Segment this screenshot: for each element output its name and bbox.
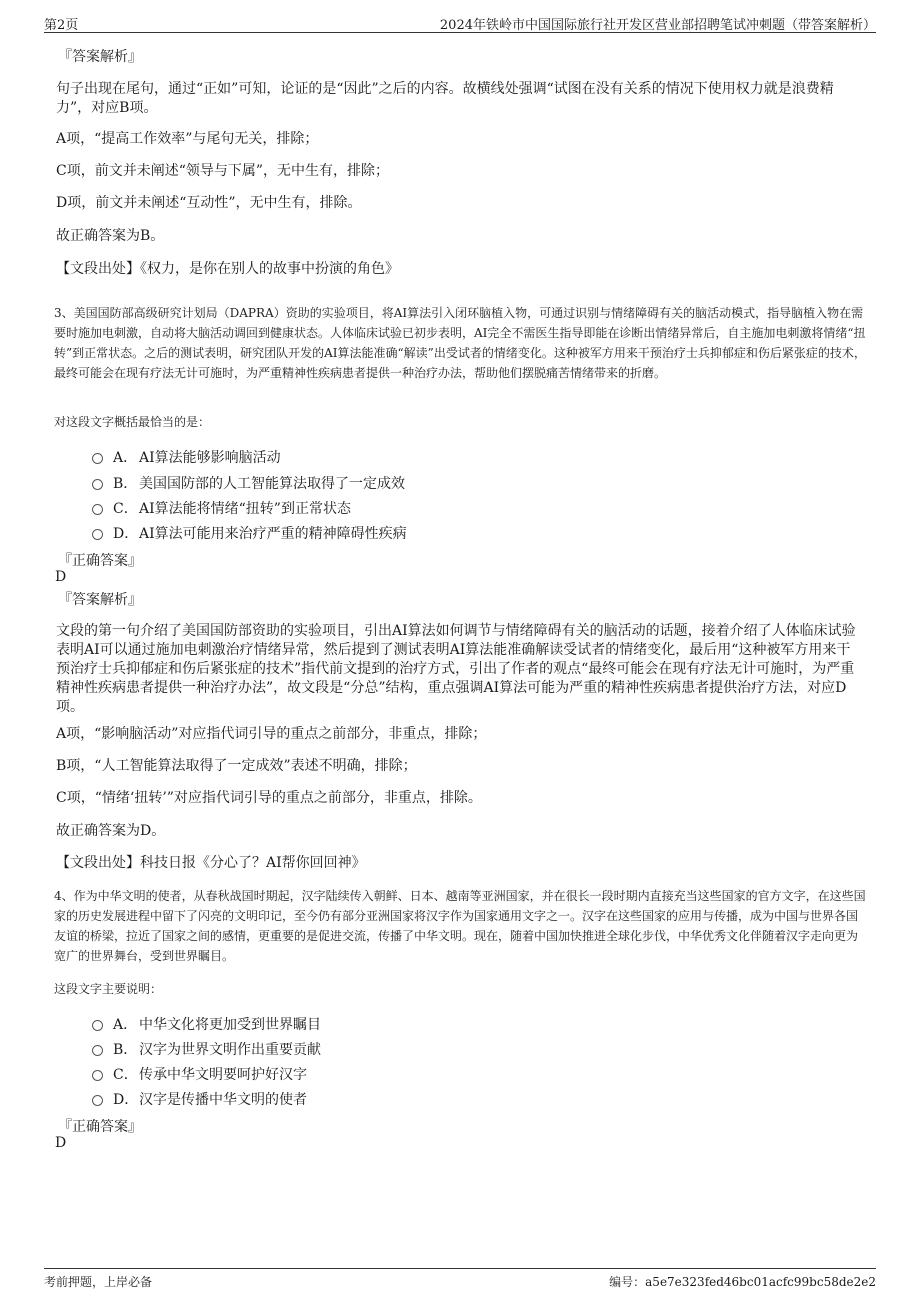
- q3-option-c[interactable]: C．AI算法能将情绪“扭转”到正常状态: [92, 498, 351, 518]
- q3-source: 【文段出处】科技日报《分心了？AI帮你回回神》: [56, 855, 366, 871]
- q2-option-c-note: C项，前文并未阐述“领导与下属”，无中生有，排除；: [56, 163, 390, 179]
- page-header: [44, 12, 876, 33]
- radio-icon[interactable]: [92, 1095, 103, 1106]
- q2-option-a-note: A项，“提高工作效率”与尾句无关，排除；: [56, 131, 319, 147]
- q3-analysis-label: 『答案解析』: [58, 592, 142, 608]
- q3-stem: 3、美国国防部高级研究计划局（DAPRA）资助的实验项目，将AI算法引入闭环脑植入物，可通过识别与情绪障碍有关的脑活动模式，指导脑植入物在需要时施加电刺激，自动将大脑活动调回到健康状态。人体临床试验已初步表明，AI完全不需医生指导即能在诊断出情绪异常后，自主施加电刺激将情绪“扭转”到正常状态。之后的测试表明，研究团队开发的AI算法能准确“解读”出受试者的情绪变化。这种被军方用来干预治疗士兵抑郁症和伤后紧张症的技术，最终可能会在现有疗法无计可施时，为严重精神性疾病患者提供一种治疗办法，帮助他们摆脱痛苦情绪带来的折磨。: [54, 306, 866, 380]
- q3-option-b[interactable]: B． 美国国防部的人工智能算法取得了一定成效: [92, 473, 405, 493]
- q4-option-b[interactable]: B． 汉字为世界文明作出重要贡献: [92, 1039, 321, 1059]
- radio-icon[interactable]: [92, 479, 103, 490]
- page-number: 第2页: [44, 18, 79, 33]
- q3-prompt: 对这段文字概括最恰当的是：: [54, 415, 211, 429]
- radio-icon[interactable]: [92, 529, 103, 540]
- radio-icon[interactable]: [92, 1070, 103, 1081]
- q3-option-c-note: C项，“情绪‘扭转’”对应指代词引导的重点之前部分，非重点，排除。: [56, 790, 482, 806]
- q4-option-a[interactable]: A． 中华文化将更加受到世界瞩目: [92, 1014, 321, 1034]
- q2-option-d-note: D项，前文并未阐述“互动性”，无中生有，排除。: [56, 195, 362, 211]
- q3-analysis: 文段的第一句介绍了美国国防部资助的实验项目，引出AI算法如何调节与情绪障碍有关的脑活动的话题，接着介绍了人体临床试验表明AI可以通过施加电刺激治疗情绪异常，然后提到了测试表明AI算法能准确解读受试者的情绪变化，最后用“这种被军方用来干预治疗士兵抑郁症和伤后紧张症的技术”指代前文提到的治疗方式，引出了作者的观点“最终可能会在现有疗法无计可施时，为严重精神性疾病患者提供一种治疗办法”，故文段是“分总”结构，重点强调AI算法可能为严重的精神性疾病患者提供治疗方法，对应D项。: [56, 623, 856, 715]
- q4-prompt: 这段文字主要说明：: [54, 982, 163, 996]
- q2-source: 【文段出处】《权力，是你在别人的故事中扮演的角色》: [56, 261, 399, 277]
- q2-conclusion: 故正确答案为B。: [56, 228, 165, 244]
- q3-answer-label: 『正确答案』: [58, 553, 142, 569]
- q3-option-d[interactable]: D．AI算法可能用来治疗严重的精神障碍性疾病: [92, 523, 407, 543]
- q3-answer: D: [55, 569, 67, 585]
- radio-icon[interactable]: [92, 453, 103, 464]
- page-footer: [44, 1268, 876, 1289]
- radio-icon[interactable]: [92, 1045, 103, 1056]
- document-title: 2024年铁岭市中国国际旅行社开发区营业部招聘笔试冲刺题（带答案解析）: [439, 18, 876, 33]
- q4-answer-label: 『正确答案』: [58, 1119, 142, 1135]
- q4-option-d[interactable]: D．汉字是传播中华文明的使者: [92, 1089, 307, 1109]
- q4-option-c[interactable]: C．传承中华文明要呵护好汉字: [92, 1064, 307, 1084]
- q2-analysis: 句子出现在尾句，通过“正如”可知，论证的是“因此”之后的内容。故横线处强调“试图在没有关系的情况下使用权力就是浪费精力”，对应B项。: [56, 81, 834, 116]
- q4-stem: 4、作为中华文明的使者，从春秋战国时期起，汉字陆续传入朝鲜、日本、越南等亚洲国家，并在很长一段时期内直接充当这些国家的官方文字，在这些国家的历史发展进程中留下了闪亮的文明印记，至今仍有部分亚洲国家将汉字作为国家通用文字之一。汉字在这些国家的应用与传播，成为中国与世界各国友谊的桥梁，拉近了国家之间的感情，更重要的是促进交流，传播了中华文明。现在，随着中国加快推进全球化步伐，中华优秀文化伴随着汉字走向更为宽广的世界舞台，受到世界瞩目。: [54, 889, 866, 963]
- q3-conclusion: 故正确答案为D。: [56, 823, 166, 839]
- q3-option-a[interactable]: A． AI算法能够影响脑活动: [92, 447, 281, 467]
- q2-analysis-label: 『答案解析』: [58, 49, 142, 65]
- document-id: 编号：a5e7e323fed46bc01acfc99bc58de2e2: [609, 1275, 876, 1289]
- q3-option-a-note: A项，“影响脑活动”对应指代词引导的重点之前部分，非重点，排除；: [56, 726, 487, 742]
- q3-option-b-note: B项，“人工智能算法取得了一定成效”表述不明确，排除；: [56, 758, 417, 774]
- radio-icon[interactable]: [92, 1020, 103, 1031]
- q4-answer: D: [55, 1135, 67, 1151]
- footer-slogan: 考前押题，上岸必备: [44, 1275, 153, 1289]
- radio-icon[interactable]: [92, 504, 103, 515]
